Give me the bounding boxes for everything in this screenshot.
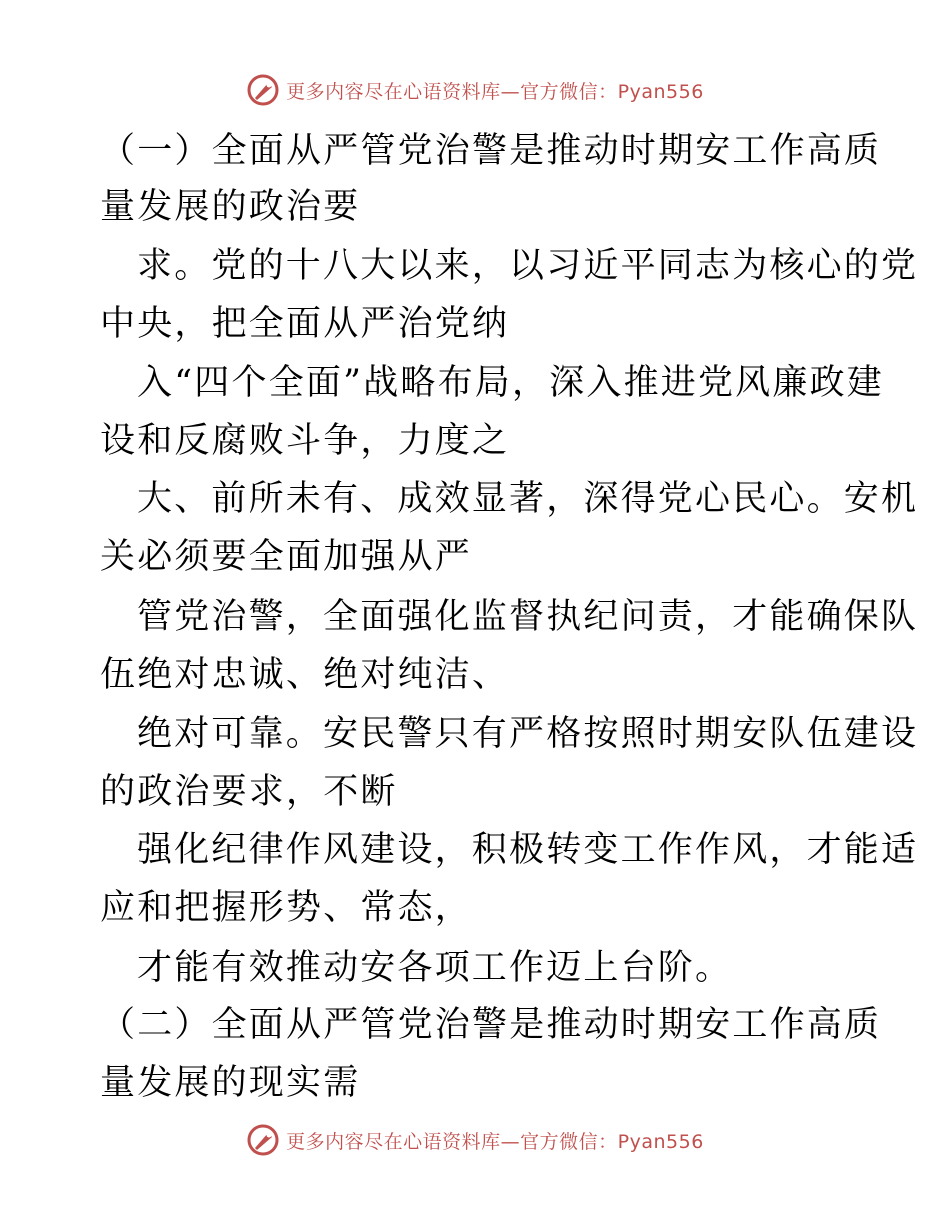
text-line: 设和反腐败斗争，力度之 — [100, 421, 510, 461]
text-line: 应和把握形势、常态， — [100, 888, 473, 928]
text-line: 强化纪律作风建设，积极转变工作作风，才能适 — [137, 830, 919, 870]
watermark-text: 更多内容尽在心语资料库—官方微信：Pyan556 — [286, 80, 704, 103]
text-line: 伍绝对忠诚、绝对纯洁、 — [100, 655, 510, 695]
text-line: 的政治要求，不断 — [100, 772, 398, 812]
text-line: 量发展的现实需 — [100, 1063, 361, 1103]
text-line: 绝对可靠。安民警只有严格按照时期安队伍建设 — [137, 714, 919, 754]
text-line: 求。党的十八大以来，以习近平同志为核心的党 — [137, 246, 919, 286]
watermark-text: 更多内容尽在心语资料库—官方微信：Pyan556 — [286, 1130, 704, 1153]
header-watermark — [0, 70, 950, 110]
text-line: 关必须要全面加强从严 — [100, 537, 473, 577]
footer-watermark — [0, 1120, 950, 1160]
text-line: 量发展的政治要 — [100, 187, 361, 227]
pen-nib-logo-icon — [246, 73, 280, 107]
text-line: 中央，把全面从严治党纳 — [100, 304, 510, 344]
pen-nib-logo-icon — [246, 1123, 280, 1157]
text-line: 才能有效推动安各项工作迈上台阶。 — [137, 948, 733, 988]
text-line: （二）全面从严管党治警是推动时期安工作高质 — [100, 1005, 882, 1045]
text-line: （一）全面从严管党治警是推动时期安工作高质 — [100, 131, 882, 171]
text-line: 大、前所未有、成效显著，深得党心民心。安机 — [137, 479, 919, 519]
text-line: 入“四个全面”战略布局，深入推进党风廉政建 — [137, 363, 884, 403]
text-line: 管党治警，全面强化监督执纪问责，才能确保队 — [137, 597, 919, 637]
